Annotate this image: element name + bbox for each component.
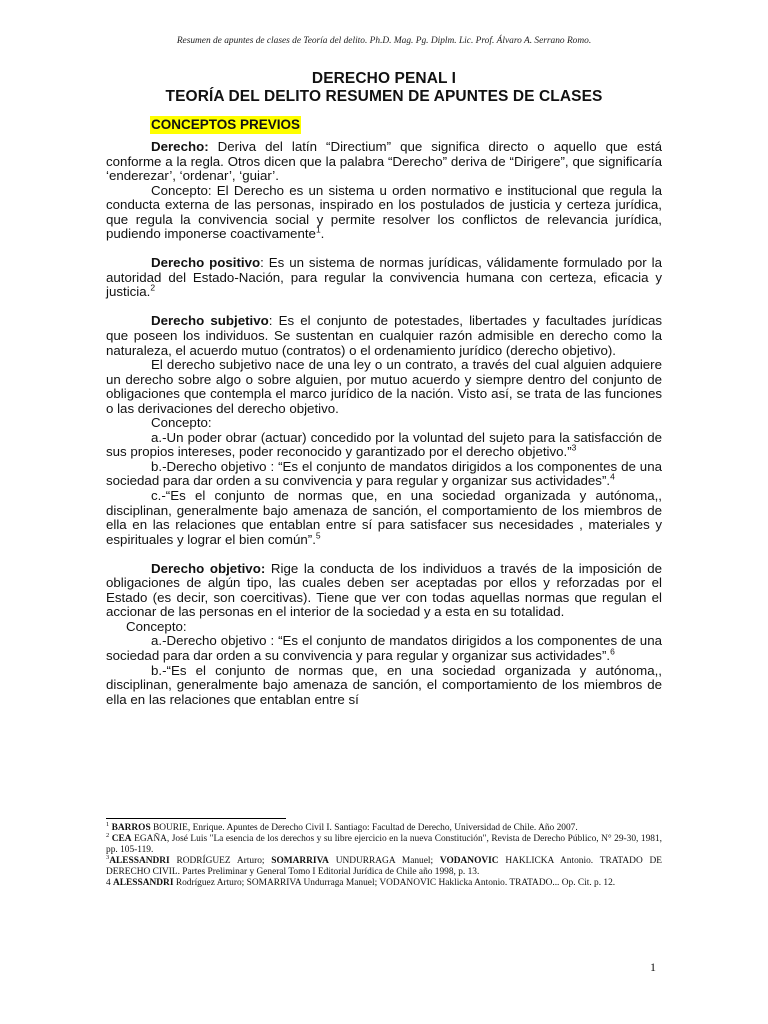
page-number: 1 [650,960,656,974]
section-heading-highlighted: CONCEPTOS PREVIOS [151,117,301,132]
paragraph-derecho-concepto: Concepto: El Derecho es un sistema u orden normativo e institucional que regula la conducta externa de las personas, inspirado en los postulados de justicia y certeza jurídica, que regula la convivencia social y permite resolver los conflictos de relevancia jurídica, pudiendo imponerse coactivamente$^1$. [106,182,662,242]
objetivo-item-a: a.-Derecho objetivo : “Es el conjunto de mandatos dirigidos a los componentes de una sociedad para dar orden a su convivencia y para regular y organizar sus actividades”.$^6$ [106,633,662,663]
footnote-4: 4 ALESSANDRI Rodríguez Arturo; SOMARRIVA Undurraga Manuel; VODANOVIC Haklicka Antonio. TRATADO... Op. Cit. p. 12. [106,878,616,888]
footnote-separator [106,818,286,819]
document-subtitle: TEORÍA DEL DELITO RESUMEN DE APUNTES DE CLASES [165,88,603,105]
concepto-label-objetivo: Concepto: [126,618,187,634]
footnote-ref-3[interactable]: 3 [571,442,577,453]
paragraph-derecho-subjetivo-2: El derecho subjetivo nace de una ley o un contrato, a través del cual alguien adquiere un derecho sobre algo o sobre alguien, por mutuo acuerdo y siempre dentro del conjunto de obligaciones que contempla el marco jurídico de la nación. Visto así, se trata de las funciones o las derivaciones del derecho objetivo. [106,357,662,416]
footnotes [106,820,663,889]
concepto-label: Concepto: [151,415,212,431]
footnote-ref-2[interactable]: 2 [150,283,156,293]
footnote-ref-4[interactable]: 4 [610,472,615,483]
paragraph-derecho-positivo: Derecho positivo: Es un sistema de normas jurídicas, válidamente formulado por la autoridad del Estado-Nación, para regular la convivencia humana con certeza, eficacia y justicia.$^2$ [106,255,662,300]
concepto-item-c: c.-“Es el conjunto de normas que, en una sociedad organizada y autónoma,, disciplinan, generalmente bajo amenaza de sanción, el comportamiento de los miembros de ella en las relaciones que entablan entre sí para satisfacer sus necesidades , materiales y espirituales y lograr el bien común”.$^5$ [106,488,662,547]
concepto-item-b: b.-Derecho objetivo : “Es el conjunto de mandatos dirigidos a los componentes de una sociedad para dar orden a su convivencia y para regular y organizar sus actividades”.$^4$ [106,458,662,489]
footnote-ref-1[interactable]: 1 [315,224,321,235]
footnote-ref-6[interactable]: 6 [610,646,615,657]
term-derecho-objetivo: Derecho objetivo: [151,560,266,576]
paragraph-derecho [106,140,662,184]
body-text [106,140,662,707]
objetivo-item-b: b.-“Es el conjunto de normas que, en una sociedad organizada y autónoma,, disciplinan, generalmente bajo amenaza de sanción, el comportamiento de los miembros de ella en las relaciones que entablan entre sí [106,662,662,707]
document-title: DERECHO PENAL I [311,70,457,87]
term-derecho-subjetivo: Derecho subjetivo [151,313,269,329]
footnote-2: $^2$ CEA EGAÑA, José Luis "La esencia de los derechos y su libre ejercicio en la nueva Constitución", Revista de Derecho Público, N° 29-30, 1981, pp. 105-119. [106,831,663,855]
footnote-1: $^1$ BARROS BOURIE, Enrique. Apuntes de Derecho Civil I. Santiago: Facultad de Derecho, Universidad de Chile. Año 2007. [106,820,578,833]
running-header: Resumen de apuntes de clases de Teoría del delito. Ph.D. Mag. Pg. Diplm. Lic. Prof. Álvaro A. Serrano Romo. [176,36,592,46]
concepto-item-a: a.-Un poder obrar (actuar) concedido por la voluntad del sujeto para la satisfacción de sus propios intereses, poder reconocido y garantizado por el derecho objetivo.”$^3$ [106,429,662,460]
paragraph-derecho-subjetivo: Derecho subjetivo: Es el conjunto de potestades, libertades y facultades jurídicas que poseen los individuos. Se sustentan en cualquier razón admisible en derecho como la naturaleza, el acuerdo mutuo (contratos) o el ordenamiento jurídico (derecho objetivo). [106,313,662,358]
paragraph-derecho-objetivo: Derecho objetivo: Rige la conducta de los individuos a través de la imposición de obligaciones de algún tipo, las cuales deben ser aceptadas por ellos y reforzadas por el Estado (es decir, son coercitivas). Tiene que ver con todas aquellas normas que regulan el accionar de las personas en el interior de la sociedad y a esta en su totalidad. [106,560,662,620]
footnote-ref-5[interactable]: 5 [315,530,321,541]
footnote-3: $^3$ALESSANDRI RODRÍGUEZ Arturo; SOMARRIVA UNDURRAGA Manuel; VODANOVIC HAKLICKA Antonio. TRATADO DE DERECHO CIVIL. Partes Preliminar y General Tomo I Editorial Jurídica de Chile año 1998, p. 13. [106,853,662,877]
term-derecho: Derecho: [151,139,209,154]
derecho-etymology: Deriva del latín “Directium” que significa directo o aquello que está conforme a la regla. Otros dicen que la palabra “Derecho” deriva de “Dirigere”, que significaría ‘enderezar’, ‘ordenar’, ‘guiar’. [106,139,662,184]
term-derecho-positivo: Derecho positivo [151,255,261,271]
